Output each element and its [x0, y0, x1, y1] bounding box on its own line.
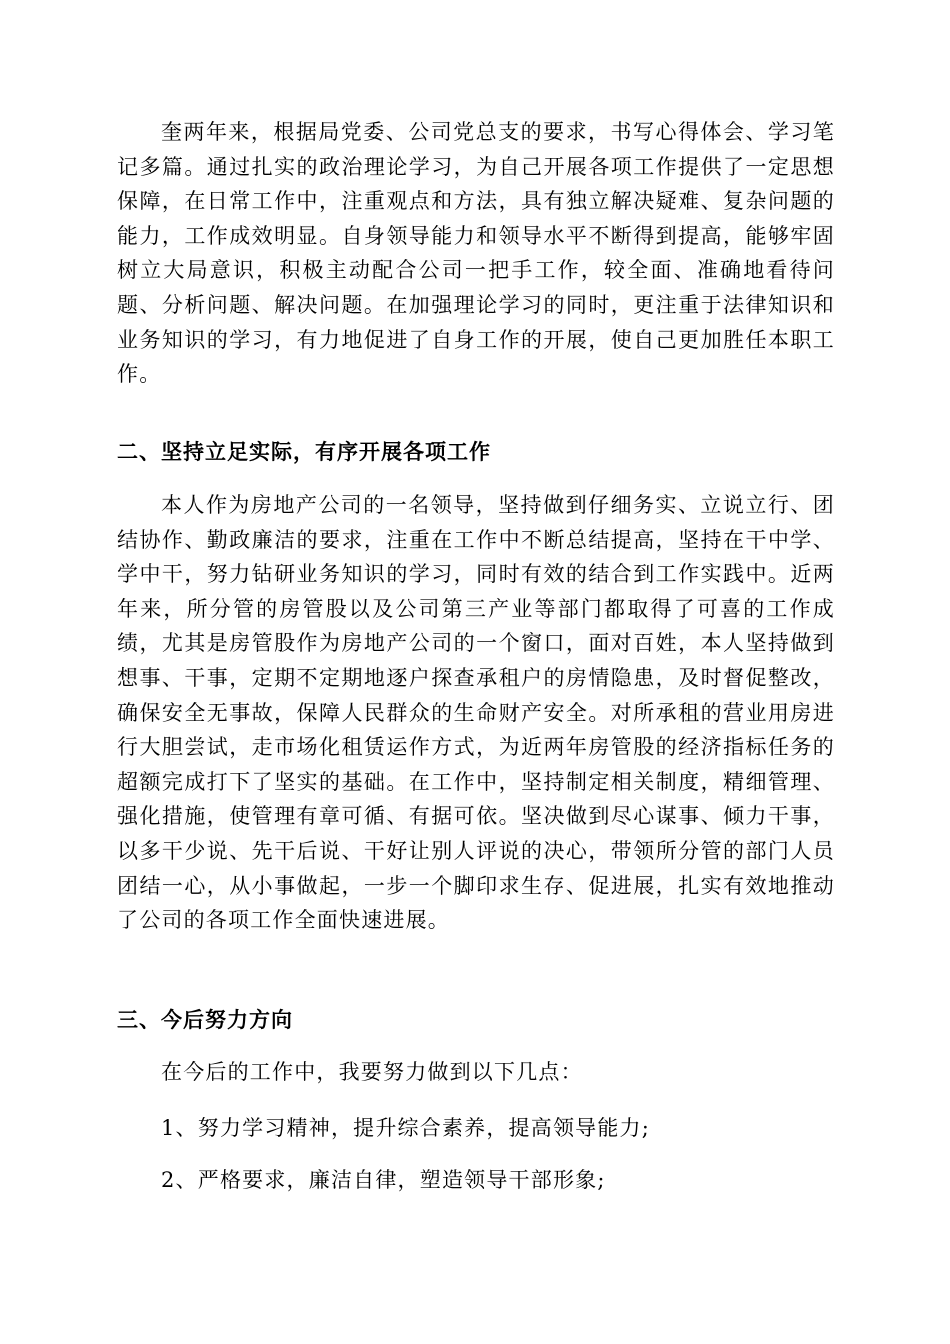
section2-paragraph: 本人作为房地产公司的一名领导，坚持做到仔细务实、立说立行、团结协作、勤政廉洁的要求，注重在工作中不断总结提高，坚持在干中学、学中干，努力钻研业务知识的学习，同时有效的结合到工作实践中。近两年来，所分管的房管股以及公司第三产业等部门都取得了可喜的工作成绩，尤其是房管股作为房地产公司的一个窗口，面对百姓，本人坚持做到想事、干事，定期不定期地逐户探查承租户的房情隐患，及时督促整改，确保安全无事故，保障人民群众的生命财产安全。对所承租的营业用房进行大胆尝试，走市场化租赁运作方式，为近两年房管股的经济指标任务的超额完成打下了坚实的基础。在工作中，坚持制定相关制度，精细管理、强化措施，使管理有章可循、有据可依。坚决做到尽心谋事、倾力干事，以多干少说、先干后说、干好让别人评说的决心，带领所分管的部门人员团结一心，从小事做起，一步一个脚印求生存、促进展，扎实有效地推动了公司的各项工作全面快速进展。 — [117, 493, 835, 933]
section3-intro-block — [117, 1055, 835, 1089]
section3-heading: 三、今后努力方向 — [117, 1008, 293, 1032]
section3-heading-block — [117, 1003, 835, 1037]
section2-paragraph-block — [117, 488, 835, 938]
section3-item-1-block — [117, 1111, 835, 1145]
section2-heading: 二、坚持立足实际，有序开展各项工作 — [117, 440, 491, 464]
section3-item-2-block — [117, 1163, 835, 1197]
intro-paragraph: 奎两年来，根据局党委、公司党总支的要求，书写心得体会、学习笔记多篇。通过扎实的政治理论学习，为自己开展各项工作提供了一定思想保障，在日常工作中，注重观点和方法，具有独立解决疑难、复杂问题的能力，工作成效明显。自身领导能力和领导水平不断得到提高，能够牢固树立大局意识，积极主动配合公司一把手工作，较全面、准确地看待问题、分析问题、解决问题。在加强理论学习的同时，更注重于法律知识和业务知识的学习，有力地促进了自身工作的开展，使自己更加胜任本职工作。 — [117, 120, 835, 387]
section3-intro: 在今后的工作中，我要努力做到以下几点： — [161, 1060, 583, 1084]
section2-heading-block — [117, 435, 835, 469]
list-item: 1、努力学习精神，提升综合素养，提高领导能力; — [161, 1116, 651, 1140]
intro-paragraph-block — [117, 115, 835, 392]
list-item: 2、严格要求，廉洁自律，塑造领导干部形象; — [161, 1168, 606, 1192]
